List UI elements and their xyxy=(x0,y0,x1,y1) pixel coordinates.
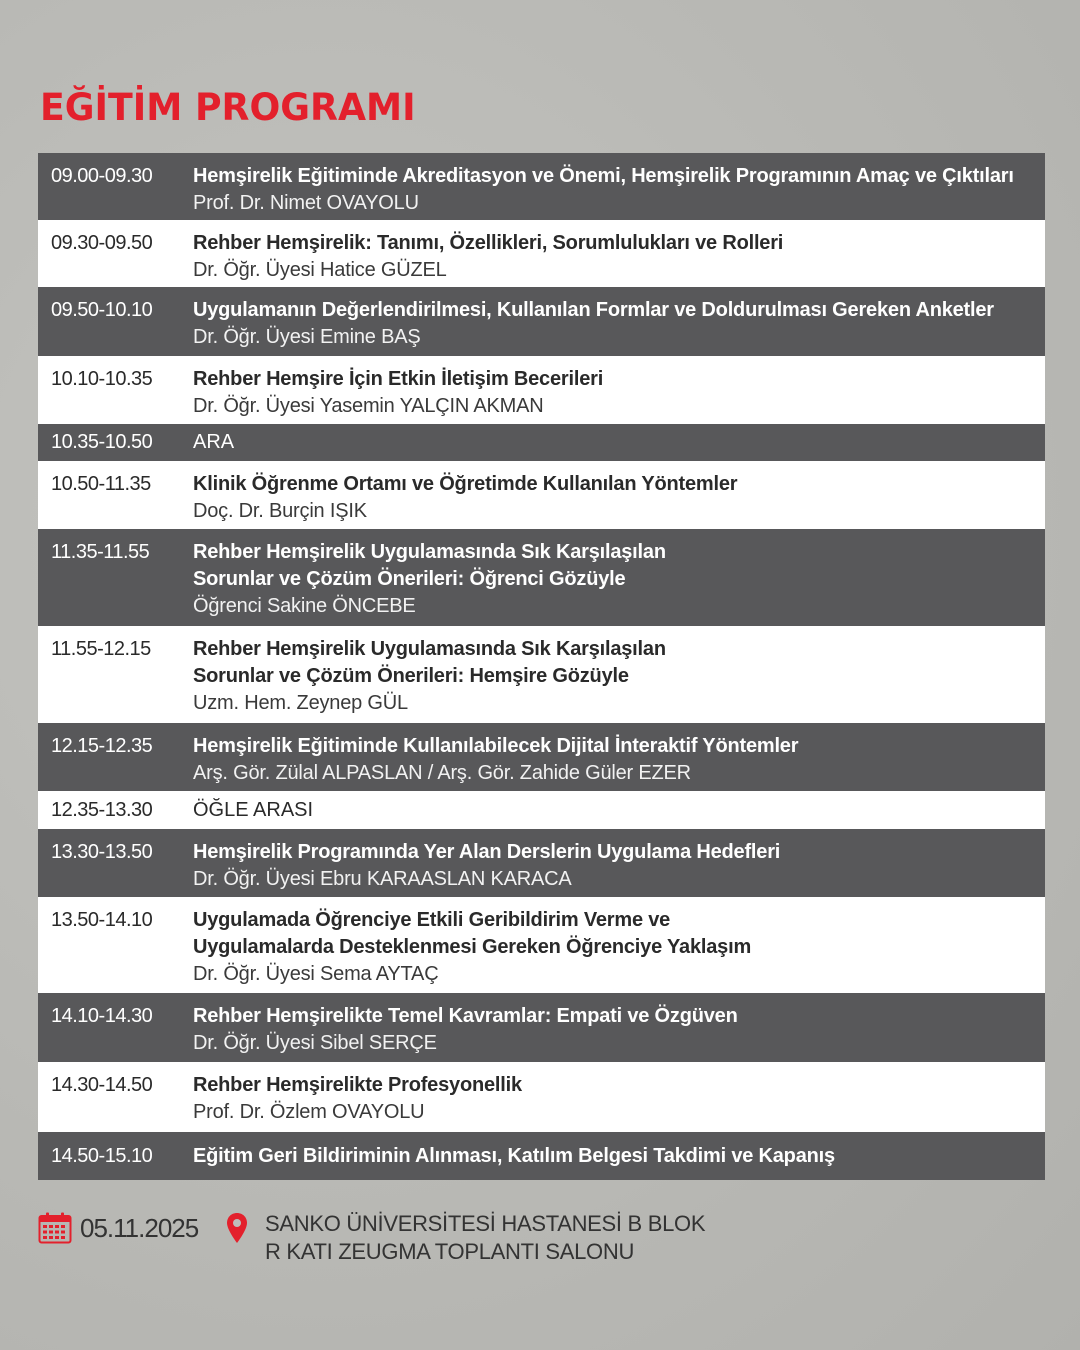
session-time: 14.50-15.10 xyxy=(51,1144,153,1167)
session-topic: Hemşirelik Eğitiminde Kullanılabilecek Dijital İnteraktif Yöntemler xyxy=(193,735,799,757)
schedule-row xyxy=(38,829,1045,897)
session-speaker: Öğrenci Sakine ÖNCEBE xyxy=(193,595,416,617)
schedule-table xyxy=(38,153,1045,1180)
event-info xyxy=(38,1210,1038,1270)
session-time: 10.35-10.50 xyxy=(51,431,153,453)
session-speaker: Dr. Öğr. Üyesi Yasemin YALÇIN AKMAN xyxy=(193,395,544,417)
session-time: 14.30-14.50 xyxy=(51,1074,153,1096)
break-label: ÖĞLE ARASI xyxy=(193,798,314,821)
session-time: 14.10-14.30 xyxy=(51,1005,153,1027)
session-time: 13.30-13.50 xyxy=(51,841,153,863)
session-topic: Rehber Hemşirelikte Profesyonellik xyxy=(193,1074,522,1096)
break-row xyxy=(38,424,1045,461)
page-title: EĞİTİM PROGRAMI xyxy=(40,86,416,129)
session-topic: Hemşirelik Eğitiminde Akreditasyon ve Önemi, Hemşirelik Programının Amaç ve Çıktıları xyxy=(193,165,1014,187)
break-label: ARA xyxy=(193,431,235,453)
session-time: 09.30-09.50 xyxy=(51,232,153,254)
session-time: 12.15-12.35 xyxy=(51,735,153,757)
schedule-row xyxy=(38,626,1045,723)
session-time: 10.10-10.35 xyxy=(51,368,153,390)
session-speaker: Arş. Gör. Zülal ALPASLAN / Arş. Gör. Zahide Güler EZER xyxy=(193,762,691,784)
session-topic: Rehber Hemşirelikte Temel Kavramlar: Empati ve Özgüven xyxy=(193,1005,738,1027)
session-time: 09.50-10.10 xyxy=(51,299,153,321)
session-time: 12.35-13.30 xyxy=(51,798,153,821)
event-date: 05.11.2025 xyxy=(80,1213,199,1243)
session-topic: Uygulamada Öğrenciye Etkili Geribildirim Verme ve Uygulamalarda Desteklenmesi Gereken Öğrenciye Yaklaşım xyxy=(193,909,752,958)
session-topic: Rehber Hemşirelik: Tanımı, Özellikleri, Sorumlulukları ve Rolleri xyxy=(193,232,784,254)
session-speaker: Dr. Öğr. Üyesi Emine BAŞ xyxy=(193,326,421,348)
schedule-row xyxy=(38,153,1045,220)
session-speaker: Dr. Öğr. Üyesi Ebru KARAASLAN KARACA xyxy=(193,868,572,890)
map-pin-icon xyxy=(226,1212,248,1244)
schedule-row xyxy=(38,1132,1045,1180)
session-speaker: Prof. Dr. Nimet OVAYOLU xyxy=(193,192,419,214)
schedule-row xyxy=(38,1062,1045,1132)
session-speaker: Dr. Öğr. Üyesi Sema AYTAÇ xyxy=(193,963,439,985)
session-topic: Hemşirelik Programında Yer Alan Derslerin Uygulama Hedefleri xyxy=(193,841,781,863)
session-topic: Rehber Hemşire İçin Etkin İletişim Becerileri xyxy=(193,368,604,390)
schedule-row xyxy=(38,529,1045,626)
schedule-row xyxy=(38,287,1045,356)
session-topic: Klinik Öğrenme Ortamı ve Öğretimde Kullanılan Yöntemler xyxy=(193,473,738,495)
session-time: 10.50-11.35 xyxy=(51,473,151,495)
session-topic: Rehber Hemşirelik Uygulamasında Sık Karşılaşılan Sorunlar ve Çözüm Önerileri: Öğrenci Gözüyle xyxy=(193,541,666,590)
session-time: 11.35-11.55 xyxy=(51,541,150,563)
schedule-row xyxy=(38,723,1045,791)
schedule-row xyxy=(38,356,1045,424)
session-topic: Rehber Hemşirelik Uygulamasında Sık Karşılaşılan Sorunlar ve Çözüm Önerileri: Hemşire Gözüyle xyxy=(193,638,666,687)
session-topic: Uygulamanın Değerlendirilmesi, Kullanılan Formlar ve Doldurulması Gereken Anketler xyxy=(193,299,994,321)
session-speaker: Dr. Öğr. Üyesi Sibel SERÇE xyxy=(193,1032,437,1054)
schedule-row xyxy=(38,220,1045,287)
session-time: 13.50-14.10 xyxy=(51,909,153,931)
schedule-row xyxy=(38,897,1045,993)
session-speaker: Doç. Dr. Burçin IŞIK xyxy=(193,500,367,522)
schedule-row xyxy=(38,993,1045,1062)
event-venue: SANKO ÜNİVERSİTESİ HASTANESİ B BLOK R KATI ZEUGMA TOPLANTI SALONU xyxy=(265,1211,706,1264)
session-speaker: Dr. Öğr. Üyesi Hatice GÜZEL xyxy=(193,259,447,281)
session-speaker: Prof. Dr. Özlem OVAYOLU xyxy=(193,1101,425,1123)
session-speaker: Uzm. Hem. Zeynep GÜL xyxy=(193,692,408,714)
session-time: 11.55-12.15 xyxy=(51,638,151,660)
break-row xyxy=(38,791,1045,829)
schedule-row xyxy=(38,461,1045,529)
calendar-icon xyxy=(38,1212,72,1244)
session-topic: Eğitim Geri Bildiriminin Alınması, Katılım Belgesi Takdimi ve Kapanış xyxy=(193,1144,835,1167)
session-time: 09.00-09.30 xyxy=(51,165,153,187)
